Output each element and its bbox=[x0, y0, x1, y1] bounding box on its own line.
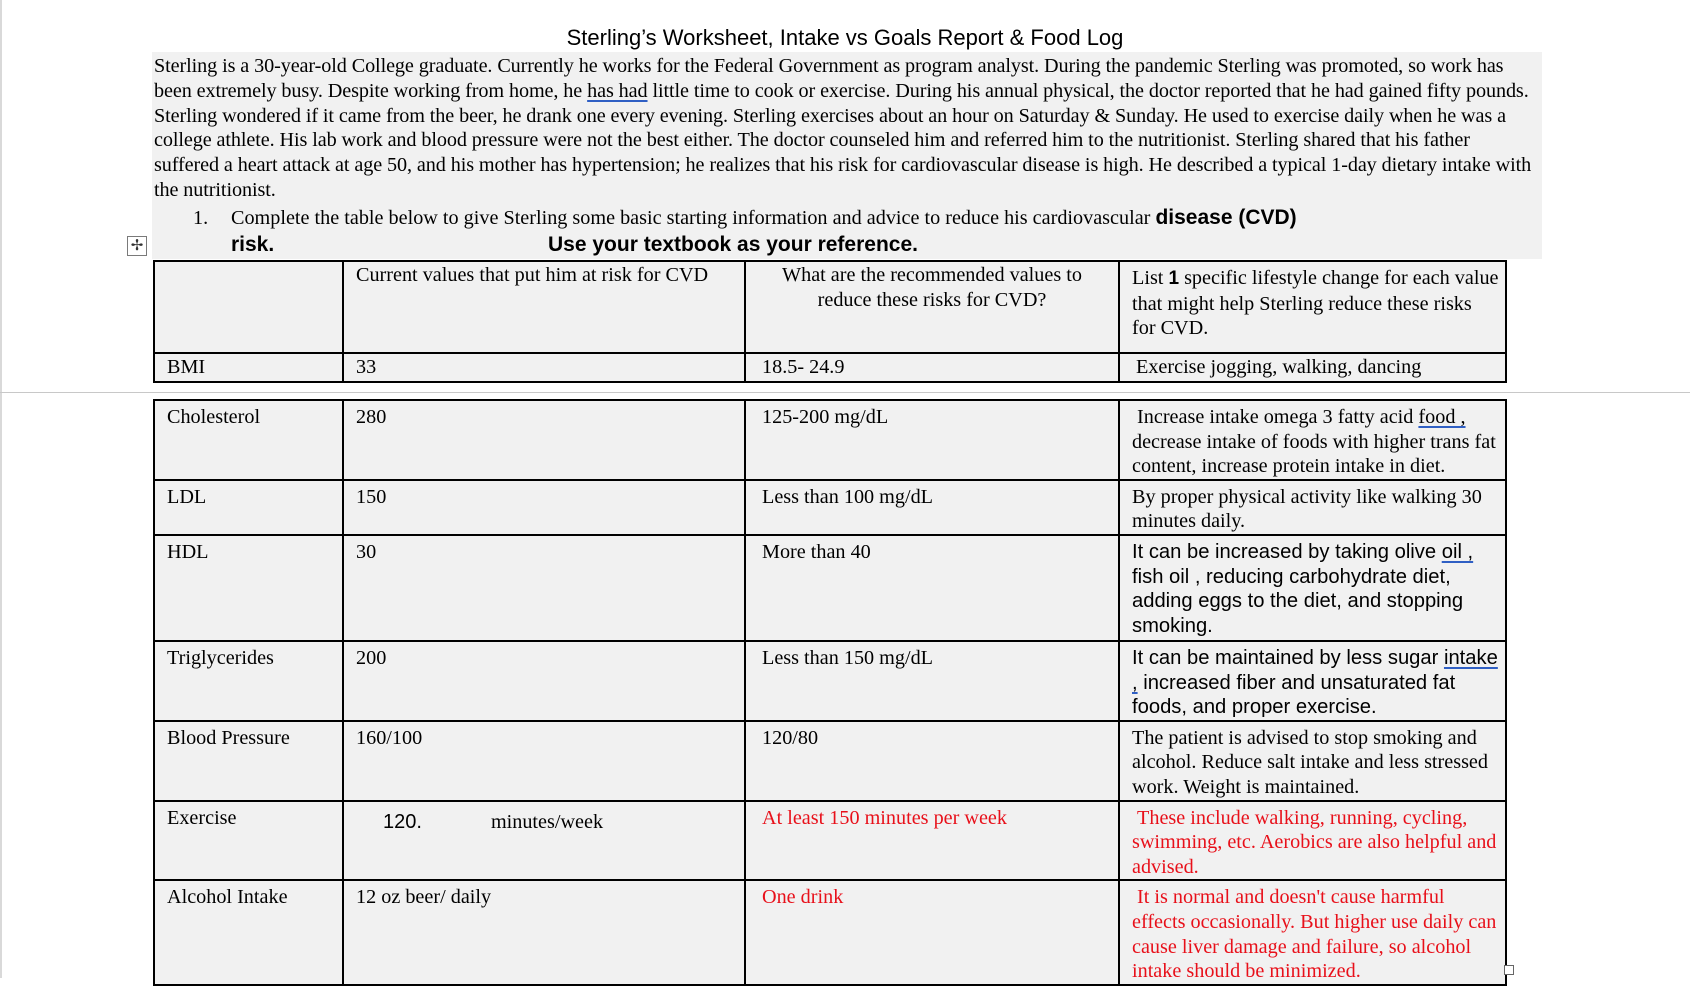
table-row bbox=[154, 641, 1506, 721]
row-label-triglycerides: Triglycerides bbox=[154, 641, 343, 721]
header-recommended-values: What are the recommended values to reduce these risks for CVD? bbox=[745, 261, 1119, 353]
ldl-current: 150 bbox=[343, 480, 745, 535]
page-left-edge bbox=[0, 0, 2, 978]
table-row bbox=[154, 535, 1506, 641]
triglycerides-current: 200 bbox=[343, 641, 745, 721]
bmi-recommended: 18.5- 24.9 bbox=[745, 353, 1119, 382]
exercise-minutes-unit: minutes/week bbox=[490, 810, 604, 833]
spelling-flag[interactable]: intake , bbox=[1132, 646, 1498, 694]
table-row bbox=[154, 801, 1506, 881]
hdl-current: 30 bbox=[343, 535, 745, 641]
row-label-ldl: LDL bbox=[154, 480, 343, 535]
row-label-alcohol: Alcohol Intake bbox=[154, 880, 343, 984]
triglycerides-recommended: Less than 150 mg/dL bbox=[745, 641, 1119, 721]
header-lifestyle-change: List 1 specific lifestyle change for each value that might help Sterling reduce these risks for CVD. bbox=[1119, 261, 1506, 353]
question-number: 1. bbox=[193, 207, 209, 229]
alcohol-current: 12 oz beer/ daily bbox=[343, 880, 745, 984]
header-current-values: Current values that put him at risk for CVD bbox=[343, 261, 745, 353]
bmi-change: Exercise jogging, walking, dancing bbox=[1119, 353, 1506, 382]
exercise-change: These include walking, running, cycling, swimming, etc. Aerobics are also helpful and advised. bbox=[1119, 801, 1506, 881]
reference-instruction: Use your textbook as your reference. bbox=[548, 233, 918, 256]
page-break-line bbox=[0, 392, 1690, 393]
hdl-change: It can be increased by taking olive oil , fish oil , reducing carbohydrate diet, adding eggs to the diet, and stopping smoking. bbox=[1119, 535, 1506, 641]
table-row bbox=[154, 353, 1506, 382]
question-line2: risk. bbox=[231, 233, 275, 256]
exercise-minutes-value: 120. bbox=[383, 810, 422, 833]
intro-paragraph: Sterling is a 30-year-old College graduate. Currently he works for the Federal Government as program analyst. During the pandemic Sterling was promoted, so work has been extremely busy. Despite working from home, he has had little time to cook or exercise. During his annual physical, the doctor reported that he had gained fifty pounds. Sterling wondered if it came from the beer, he drank one every evening. Sterling exercises about an hour on Saturday & Sunday. He used to exercise daily when he was a college athlete. His lab work and blood pressure were not the best either. The doctor counseled him and referred him to the nutritionist. Sterling shared that his father suffered a heart attack at age 50, and his mother has hypertension; he realizes that his risk for cardiovascular disease is high. He described a typical 1-day dietary intake with the nutritionist. bbox=[154, 55, 1532, 201]
blood-pressure-change: The patient is advised to stop smoking and alcohol. Reduce salt intake and less stressed work. Weight is maintained. bbox=[1119, 721, 1506, 801]
table-row bbox=[154, 880, 1506, 984]
alcohol-change: It is normal and doesn't cause harmful effects occasionally. But higher use daily can cause liver damage and failure, so alcohol intake should be minimized. bbox=[1119, 880, 1506, 984]
table-move-handle-icon[interactable]: ✢ bbox=[127, 236, 147, 256]
table-header-row bbox=[154, 261, 1506, 353]
row-label-hdl: HDL bbox=[154, 535, 343, 641]
header-cell-empty bbox=[154, 261, 343, 353]
table-row bbox=[154, 400, 1506, 480]
question-bold-tail: disease (CVD) bbox=[1155, 206, 1297, 229]
alcohol-recommended: One drink bbox=[745, 880, 1119, 984]
hdl-recommended: More than 40 bbox=[745, 535, 1119, 641]
row-label-cholesterol: Cholesterol bbox=[154, 400, 343, 480]
page-title: Sterling’s Worksheet, Intake vs Goals Report & Food Log bbox=[566, 25, 1124, 50]
cvd-table-top bbox=[153, 260, 1507, 383]
exercise-recommended: At least 150 minutes per week bbox=[745, 801, 1119, 881]
ldl-change: By proper physical activity like walking 30 minutes daily. bbox=[1119, 480, 1506, 535]
exercise-current bbox=[343, 801, 745, 881]
table-resize-handle[interactable] bbox=[1504, 965, 1514, 975]
bmi-current: 33 bbox=[343, 353, 745, 382]
spelling-flag[interactable]: food , bbox=[1418, 406, 1466, 428]
blood-pressure-current: 160/100 bbox=[343, 721, 745, 801]
row-label-blood-pressure: Blood Pressure bbox=[154, 721, 343, 801]
spelling-flag[interactable]: oil , bbox=[1441, 540, 1474, 563]
table-row bbox=[154, 480, 1506, 535]
cholesterol-change: Increase intake omega 3 fatty acid food , decrease intake of foods with higher trans fat content, increase protein intake in diet. bbox=[1119, 400, 1506, 480]
cvd-table-bottom bbox=[153, 399, 1507, 986]
row-label-exercise: Exercise bbox=[154, 801, 343, 881]
blood-pressure-recommended: 120/80 bbox=[745, 721, 1119, 801]
table-row bbox=[154, 721, 1506, 801]
row-label-bmi: BMI bbox=[154, 353, 343, 382]
cholesterol-current: 280 bbox=[343, 400, 745, 480]
triglycerides-change: It can be maintained by less sugar intake , increased fiber and unsaturated fat foods, and proper exercise. bbox=[1119, 641, 1506, 721]
spelling-flag[interactable]: has had bbox=[587, 79, 648, 102]
cholesterol-recommended: 125-200 mg/dL bbox=[745, 400, 1119, 480]
question-text: Complete the table below to give Sterling some basic starting information and advice to reduce his cardiovascular disease (CVD) bbox=[231, 206, 1297, 229]
ldl-recommended: Less than 100 mg/dL bbox=[745, 480, 1119, 535]
